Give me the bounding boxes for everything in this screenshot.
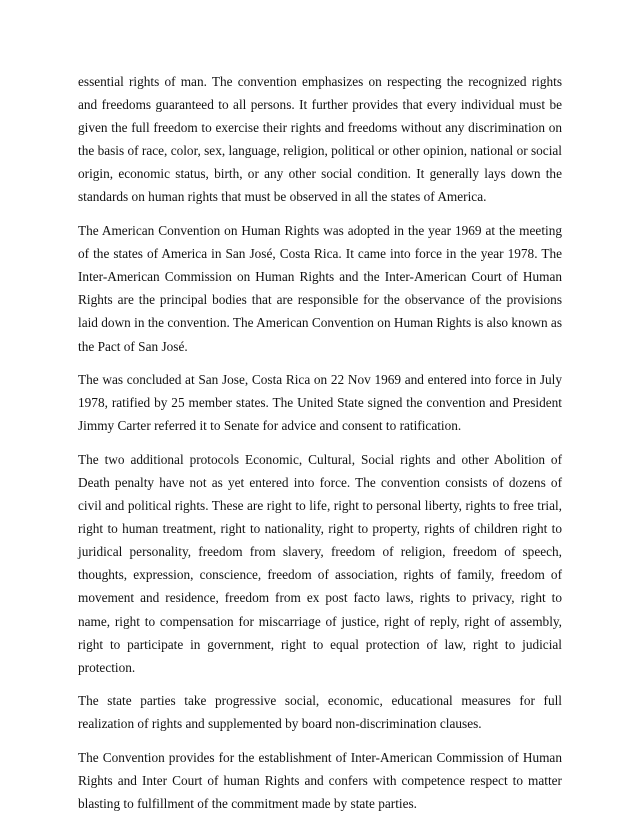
paragraph-state-measures: The state parties take progressive social, economic, educational measures for full realization of rights and supplemented by board non-discrimination clauses. xyxy=(78,693,562,732)
paragraph-adoption: The American Convention on Human Rights was adopted in the year 1969 at the meeting of the states of America in San José, Costa Rica. It came into force in the year 1978. The Inter-American Commission on Human Rights and the Inter-American Court of Human Rights are the principal bodies that are responsible for the observance of the provisions laid down in the convention. The American Convention on Human Rights is also known as the Pact of San José. xyxy=(78,223,562,354)
document-page xyxy=(78,70,562,826)
paragraph-intro-rights: essential rights of man. The convention emphasizes on respecting the recognized rights and freedoms guaranteed to all persons. It further provides that every individual must be given the full freedom to exercise their rights and freedoms without any discrimination on the basis of race, color, sex, language, religion, political or other opinion, national or social origin, economic status, birth, or any other social condition. It generally lays down the standards on human rights that must be observed in all the states of America. xyxy=(78,74,562,205)
paragraph-commission-court: The Convention provides for the establishment of Inter-American Commission of Human Rights and Inter Court of human Rights and confers with competence respect to matter blasting to fulfillment of the commitment made by state parties. xyxy=(78,750,562,812)
paragraph-ratification: The was concluded at San Jose, Costa Rica on 22 Nov 1969 and entered into force in July 1978, ratified by 25 member states. The United State signed the convention and President Jimmy Carter referred it to Senate for advice and consent to ratification. xyxy=(78,372,562,434)
paragraph-protocols-rights: The two additional protocols Economic, Cultural, Social rights and other Abolition of Death penalty have not as yet entered into force. The convention consists of dozens of civil and political rights. These are right to life, right to personal liberty, rights to free trial, right to human treatment, right to nationality, right to property, rights of children right to juridical personality, freedom from slavery, freedom of religion, freedom of speech, thoughts, expression, conscience, freedom of association, rights of family, freedom of movement and residence, freedom from ex post facto laws, rights to privacy, right to name, right to compensation for miscarriage of justice, right of reply, right of assembly, right to participate in government, right to equal protection of law, right to judicial protection. xyxy=(78,451,562,675)
